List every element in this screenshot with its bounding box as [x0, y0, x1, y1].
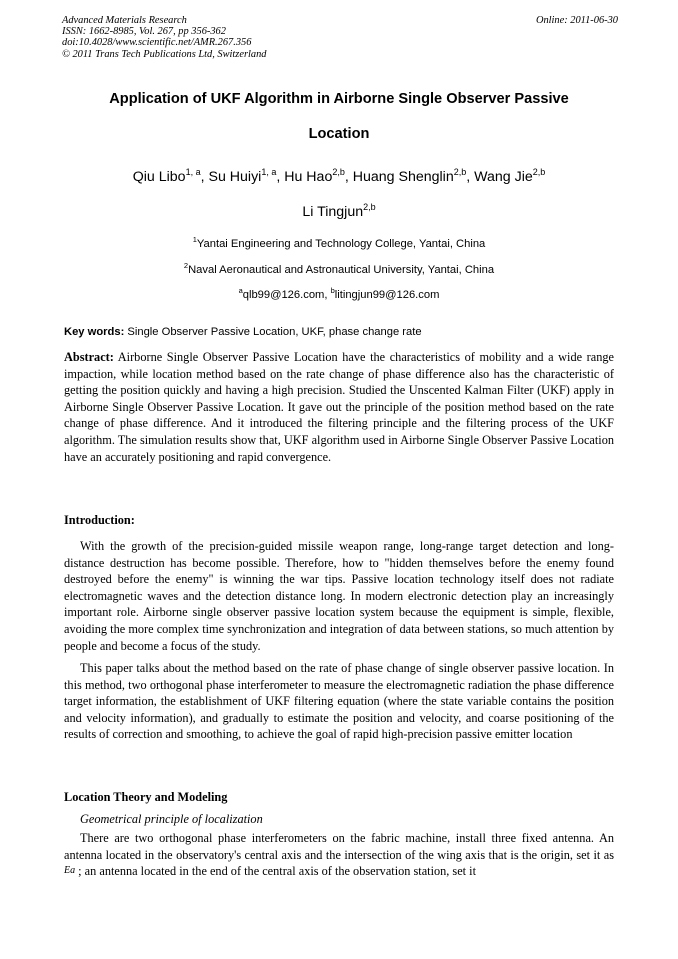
- introduction-paragraph-1: With the growth of the precision-guided missile weapon range, long-range target detection and long-distance destruction has become possible. Therefore, how to "hidden themselves before the enemy found destroyed before the enemy" is winning the war tips. Passive location technology itself does not radiate electromagnetic waves and the detection distance long. In modern electronic detection play an increasingly important role. Airborne single observer passive location system because the equipment is simple, flexible, avoiding the more complex time synchronization and integration of data between stations, so much attention by people and become a focus of the study.: [64, 539, 614, 653]
- section-heading-location-theory: Location Theory and Modeling: [64, 790, 228, 804]
- author-separator: ,: [200, 169, 209, 185]
- author-affiliation-sup: 1, a: [185, 167, 201, 177]
- abstract-label: Abstract:: [64, 350, 114, 364]
- email-a: qlb99@126.com,: [242, 289, 331, 301]
- email-b: litingjun99@126.com: [334, 289, 440, 301]
- author-separator: ,: [276, 169, 285, 185]
- doi-line: doi:10.4028/www.scientific.net/AMR.267.356: [62, 37, 252, 49]
- affiliation-text: Yantai Engineering and Technology College, Yantai, China: [196, 238, 486, 250]
- author-affiliation-sup: 2,b: [453, 167, 467, 177]
- keywords-label: Key words:: [64, 326, 125, 338]
- affiliation-sup: 2: [183, 261, 189, 270]
- affiliation-1: [20, 235, 658, 250]
- keywords-text: Single Observer Passive Location, UKF, phase change rate: [124, 326, 422, 338]
- author-name: Wang Jie: [474, 169, 533, 185]
- author-affiliation-sup: 2,b: [332, 167, 345, 177]
- journal-info: [62, 15, 618, 60]
- issn-line: ISSN: 1662-8985, Vol. 267, pp 356-362: [62, 26, 226, 38]
- introduction-paragraph-2: This paper talks about the method based on the rate of phase change of single observer passive location. In this method, two orthogonal phase interferometer to measure the electromagnetic radiation the phase difference target information, the establishment of UKF filtering equation (where the state variable contains the position and velocity information), and gradually to estimate the position and velocity, and coarse positioning of the results of correction and smoothing, to achieve the goal of rapid high-precision passive emitter location: [64, 661, 614, 742]
- author-separator: ,: [344, 169, 353, 185]
- author-name: Qiu Libo: [132, 169, 186, 185]
- subsection-heading-geometrical: Geometrical principle of localization: [80, 812, 263, 826]
- author-affiliation-sup: 1, a: [261, 167, 277, 177]
- author-name: Su Huiyi: [208, 169, 262, 185]
- affiliation-text: Naval Aeronautical and Astronautical University, Yantai, China: [188, 264, 495, 276]
- author-name: Li Tingjun: [302, 204, 364, 220]
- author-separator: ,: [466, 169, 475, 185]
- online-date: Online: 2011-06-30: [535, 15, 618, 26]
- affiliation-2: [20, 261, 658, 276]
- paragraph-text: There are two orthogonal phase interferometers on the fabric machine, install three fixed antenna. An antenna located in the observatory's central axis and the intersection of the wing axis that is the origin, set it as: [64, 831, 614, 862]
- abstract: [64, 349, 614, 465]
- email-sup: b: [330, 286, 335, 295]
- email-sup: a: [238, 286, 243, 295]
- journal-name: Advanced Materials Research: [62, 15, 187, 26]
- abstract-text: Airborne Single Observer Passive Location have the characteristics of mobility and a wide range impaction, while location method based on the rate change of phase difference also has the characteristic of getting the position quickly and having a high precision. Studied the Unscented Kalman Filter (UKF) apply in Airborne Single Observer Passive Location. It gave out the principle of the position method based on the rate change of phase difference. And it introduced the filtering principle and the filtering process of the UKF algorithm. The simulation results show that, UKF algorithm used in Airborne Single Observer Passive Location have an accurately positioning and rapid convergence.: [64, 350, 614, 464]
- author-name: Hu Hao: [284, 169, 333, 185]
- paper-title-line-1: Application of UKF Algorithm in Airborne Single Observer Passive: [109, 91, 569, 107]
- author-affiliation-sup: 2,b: [532, 167, 546, 177]
- author-list-line-2: [20, 204, 658, 220]
- author-name: Huang Shenglin: [352, 169, 454, 185]
- affiliation-sup: 1: [192, 235, 197, 244]
- copyright-line: © 2011 Trans Tech Publications Ltd, Switzerland: [62, 48, 267, 60]
- author-affiliation-sup: 2,b: [363, 202, 376, 212]
- keywords: [64, 326, 618, 338]
- paragraph-text: ; an antenna located in the end of the central axis of the observation station, set it: [75, 864, 476, 879]
- geometrical-paragraph: [64, 830, 614, 880]
- math-variable: Ea: [64, 865, 76, 877]
- author-list: [20, 169, 658, 185]
- author-emails: [20, 286, 658, 301]
- paper-title-line-2: Location: [308, 126, 370, 142]
- journal-header: [62, 15, 618, 60]
- section-heading-introduction: Introduction:: [64, 513, 135, 527]
